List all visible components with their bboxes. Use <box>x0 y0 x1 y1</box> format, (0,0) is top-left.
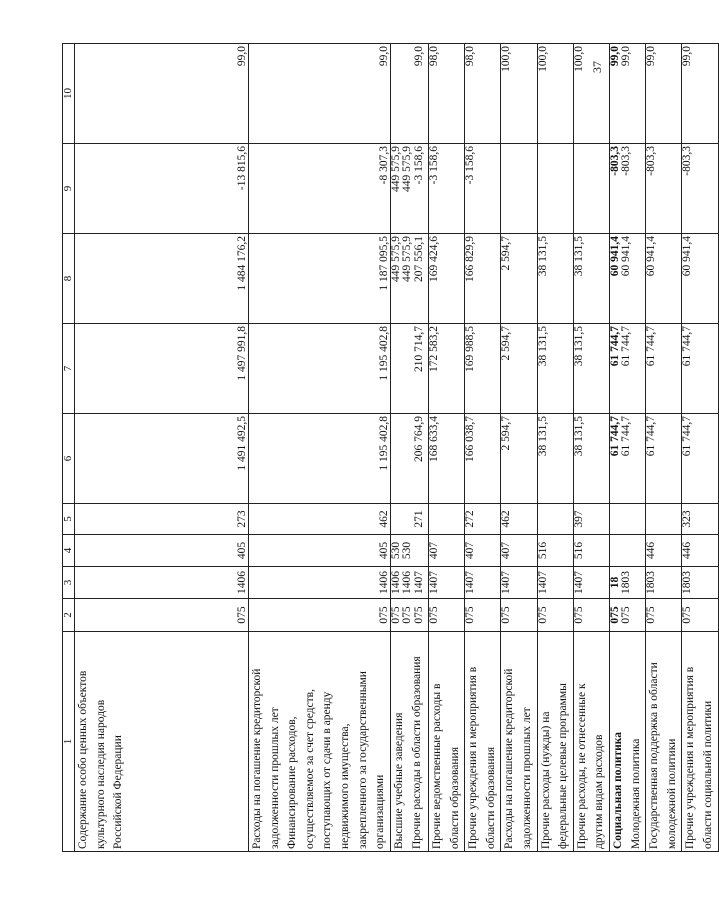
cell-c2 <box>609 599 645 632</box>
table-row <box>391 44 429 852</box>
cell-value: 1406 <box>401 571 414 594</box>
cell-value: 407 <box>500 541 513 560</box>
cell-c4 <box>75 535 249 567</box>
cell-value: 449 575,9 <box>401 236 414 282</box>
cell-value: 273 <box>235 510 248 528</box>
row-name-line: Государственная поддержка в области <box>648 662 661 849</box>
cell-c2 <box>429 599 465 632</box>
row-name-line: задолженности прошлых лет <box>268 707 281 849</box>
column-header-4: 4 <box>63 535 75 567</box>
cell-value: 075 <box>401 606 414 624</box>
cell-value: -13 815,6 <box>235 146 248 191</box>
cell-c7 <box>429 324 465 414</box>
cell-value: 075 <box>412 606 425 624</box>
row-name-cell <box>429 632 465 852</box>
cell-value: 530 <box>390 541 402 560</box>
cell-value: 99,0 <box>645 46 658 67</box>
row-name-line: другим видам расходов <box>593 734 606 849</box>
row-name-cell <box>465 632 501 852</box>
row-name-line: Прочие расходы, не отнесенные к <box>575 683 588 849</box>
cell-value: 1407 <box>412 571 425 594</box>
cell-value: -8 307,3 <box>377 146 390 185</box>
table-row <box>465 44 501 852</box>
cell-value <box>501 146 512 231</box>
cell-c7 <box>646 324 682 414</box>
cell-c6 <box>465 414 501 504</box>
column-header-10: 10 <box>63 44 75 144</box>
cell-c6 <box>75 414 249 504</box>
row-name-line: федеральные целевые программы <box>557 683 570 849</box>
cell-value: 61 744,7 <box>681 416 694 457</box>
cell-value: 60 941,4 <box>681 236 694 277</box>
cell-value: 1 195 402,8 <box>377 326 390 381</box>
cell-value: 075 <box>390 606 402 624</box>
cell-c9 <box>75 144 249 234</box>
column-header-2: 2 <box>63 599 75 632</box>
cell-c2 <box>465 599 501 632</box>
cell-value: 99,0 <box>412 46 425 67</box>
table-body <box>75 44 719 852</box>
cell-value: 405 <box>235 541 248 560</box>
cell-c3 <box>682 567 718 599</box>
cell-c4 <box>646 535 682 567</box>
cell-c7 <box>249 324 391 414</box>
row-name-line: Прочие расходы (нужды) на <box>539 711 552 849</box>
cell-c2 <box>391 599 429 632</box>
cell-c8 <box>249 234 391 324</box>
cell-value: 1406 <box>390 571 402 594</box>
cell-value: 100,0 <box>536 46 549 72</box>
cell-value: 075 <box>620 606 633 624</box>
cell-value: 100,0 <box>572 46 585 72</box>
cell-value: 075 <box>464 606 477 624</box>
cell-value <box>538 506 549 532</box>
row-name-line: Высшие учебные заведения <box>393 712 405 849</box>
cell-c9 <box>573 144 609 234</box>
row-name-line: Российской Федерации <box>112 735 125 849</box>
row-name-cell <box>75 632 249 852</box>
row-name-cell <box>249 632 391 852</box>
cell-c8 <box>465 234 501 324</box>
row-name-line: области социальной политики <box>701 700 714 849</box>
cell-value: -3 158,6 <box>428 146 440 185</box>
cell-c9 <box>465 144 501 234</box>
cell-c2 <box>501 599 537 632</box>
column-header-3: 3 <box>63 567 75 599</box>
cell-c8 <box>429 234 465 324</box>
cell-value: 449 575,9 <box>401 146 414 192</box>
row-name-line: Социальная политика <box>611 732 624 849</box>
cell-value: 1406 <box>377 571 390 594</box>
cell-c7 <box>501 324 537 414</box>
cell-value: 1 491 492,5 <box>235 416 248 471</box>
cell-c7 <box>573 324 609 414</box>
cell-c7 <box>391 324 429 414</box>
cell-value: 271 <box>412 510 425 528</box>
cell-c5 <box>429 504 465 535</box>
cell-value: 1 484 176,2 <box>235 236 248 291</box>
cell-c3 <box>501 567 537 599</box>
cell-c8 <box>75 234 249 324</box>
cell-c2 <box>537 599 573 632</box>
cell-c6 <box>501 414 537 504</box>
table-row <box>682 44 718 852</box>
table-row <box>573 44 609 852</box>
cell-value: 100,0 <box>500 46 513 72</box>
cell-c3 <box>609 567 645 599</box>
cell-c4 <box>391 535 429 567</box>
row-name-cell <box>609 632 645 852</box>
cell-c5 <box>391 504 429 535</box>
row-name-line: Прочие ведомственные расходы в <box>431 683 443 849</box>
cell-value: 1407 <box>464 571 477 594</box>
cell-value: 60 941,4 <box>608 236 621 277</box>
cell-c6 <box>249 414 391 504</box>
column-header-6: 6 <box>63 414 75 504</box>
cell-c5 <box>249 504 391 535</box>
cell-value: -3 158,6 <box>464 146 477 185</box>
cell-value <box>574 146 585 231</box>
cell-value: 2 594,7 <box>500 416 513 451</box>
cell-value: 61 744,7 <box>620 416 633 457</box>
cell-value: 99,0 <box>681 46 694 67</box>
cell-value: 38 131,5 <box>536 416 549 457</box>
cell-value: 60 941,4 <box>620 236 633 277</box>
cell-value: 1803 <box>681 571 694 594</box>
cell-value: 516 <box>572 541 585 560</box>
row-name-line: области образования <box>484 747 497 849</box>
cell-c10 <box>465 44 501 144</box>
cell-value <box>429 506 440 532</box>
column-header-1: 1 <box>63 632 75 852</box>
cell-c5 <box>537 504 573 535</box>
cell-value: 405 <box>377 541 390 560</box>
cell-value: -803,3 <box>608 146 621 176</box>
cell-c10 <box>682 44 718 144</box>
cell-value: 166 829,9 <box>464 236 477 282</box>
cell-c8 <box>501 234 537 324</box>
cell-value: 61 744,7 <box>608 416 621 457</box>
cell-c5 <box>501 504 537 535</box>
cell-c2 <box>249 599 391 632</box>
cell-value: 172 583,2 <box>428 326 440 372</box>
cell-c10 <box>609 44 645 144</box>
cell-value: 166 038,7 <box>464 416 477 462</box>
cell-c9 <box>391 144 429 234</box>
cell-value: 1 497 991,8 <box>235 326 248 381</box>
table-row <box>249 44 391 852</box>
row-name-line: Содержание особо ценных объектов <box>77 670 89 849</box>
cell-c3 <box>646 567 682 599</box>
cell-value <box>646 506 657 532</box>
cell-value: 075 <box>645 606 658 624</box>
cell-value: 075 <box>681 606 694 624</box>
cell-value: 1407 <box>428 571 440 594</box>
cell-value: 38 131,5 <box>572 326 585 367</box>
cell-c9 <box>537 144 573 234</box>
cell-value: 61 744,7 <box>645 416 658 457</box>
cell-value: -803,3 <box>620 146 633 176</box>
cell-value: 2 594,7 <box>500 326 513 361</box>
cell-c10 <box>537 44 573 144</box>
cell-value: 61 744,7 <box>608 326 621 367</box>
table-row <box>537 44 573 852</box>
cell-value: -803,3 <box>645 146 658 176</box>
cell-c7 <box>537 324 573 414</box>
cell-c7 <box>609 324 645 414</box>
cell-value: 323 <box>681 510 694 528</box>
cell-c5 <box>646 504 682 535</box>
cell-value: 61 744,7 <box>645 326 658 367</box>
cell-value: 1803 <box>645 571 658 594</box>
cell-c2 <box>75 599 249 632</box>
cell-c6 <box>429 414 465 504</box>
table-row <box>501 44 537 852</box>
row-name-line: Финансирование расходов, <box>286 716 299 849</box>
cell-value: 075 <box>500 606 513 624</box>
cell-value: 446 <box>645 541 658 560</box>
cell-c9 <box>429 144 465 234</box>
row-name-line: Молодежная политика <box>629 738 642 849</box>
row-name-line: поступающих от сдачи в аренду <box>321 691 334 849</box>
row-name-line: осуществляемое за счет средств, <box>303 689 316 849</box>
cell-value: 98,0 <box>428 46 440 67</box>
cell-c10 <box>249 44 391 144</box>
row-name-line: Расходы на погашение кредиторской <box>503 668 516 849</box>
cell-c5 <box>682 504 718 535</box>
row-name-cell <box>646 632 682 852</box>
cell-value: 075 <box>572 606 585 624</box>
cell-value: -3 158,6 <box>412 146 425 185</box>
column-header-5: 5 <box>63 504 75 535</box>
cell-c3 <box>573 567 609 599</box>
cell-value: 38 131,5 <box>536 326 549 367</box>
cell-value: 1406 <box>235 571 248 594</box>
cell-c3 <box>75 567 249 599</box>
cell-value: 210 714,7 <box>412 326 425 372</box>
row-name-line: молодежной политики <box>665 738 678 849</box>
cell-value <box>414 537 425 564</box>
row-name-cell <box>501 632 537 852</box>
page-number: 37 <box>590 61 604 73</box>
cell-c4 <box>573 535 609 567</box>
cell-c3 <box>537 567 573 599</box>
cell-c9 <box>682 144 718 234</box>
row-name-line: культурного наследия народов <box>94 699 107 849</box>
budget-table <box>62 43 719 852</box>
row-name-line: Прочие расходы в области образования <box>410 656 423 849</box>
cell-value <box>621 537 632 564</box>
cell-c4 <box>682 535 718 567</box>
cell-value: 1407 <box>572 571 585 594</box>
column-number-row <box>63 44 75 852</box>
cell-c6 <box>391 414 429 504</box>
cell-value: 449 575,9 <box>390 236 402 282</box>
cell-c10 <box>501 44 537 144</box>
row-name-line: недвижимого имущества, <box>338 723 351 849</box>
cell-c6 <box>682 414 718 504</box>
cell-value: 1803 <box>620 571 633 594</box>
cell-c10 <box>429 44 465 144</box>
cell-value: 38 131,5 <box>572 416 585 457</box>
cell-value: 206 764,9 <box>412 416 425 462</box>
cell-value: 60 941,4 <box>645 236 658 277</box>
cell-c4 <box>537 535 573 567</box>
cell-value: 61 744,7 <box>620 326 633 367</box>
cell-value: 462 <box>377 510 390 528</box>
cell-value: 075 <box>428 606 440 624</box>
cell-value: 075 <box>608 606 621 624</box>
cell-c8 <box>609 234 645 324</box>
cell-c5 <box>573 504 609 535</box>
cell-value: 446 <box>681 541 694 560</box>
cell-c5 <box>465 504 501 535</box>
row-name-cell <box>682 632 718 852</box>
cell-c4 <box>249 535 391 567</box>
cell-c5 <box>609 504 645 535</box>
cell-c10 <box>391 44 429 144</box>
cell-value: 530 <box>401 541 414 560</box>
cell-value: 38 131,5 <box>536 236 549 277</box>
cell-value: 99,0 <box>608 46 621 67</box>
cell-value: 407 <box>428 541 440 560</box>
cell-c9 <box>249 144 391 234</box>
cell-value <box>621 506 632 532</box>
cell-value: 168 633,4 <box>428 416 440 462</box>
cell-c3 <box>249 567 391 599</box>
cell-c6 <box>537 414 573 504</box>
cell-c2 <box>573 599 609 632</box>
cell-c3 <box>391 567 429 599</box>
cell-c10 <box>573 44 609 144</box>
cell-c10 <box>75 44 249 144</box>
cell-value: 1407 <box>500 571 513 594</box>
cell-c9 <box>501 144 537 234</box>
row-name-line: задолженности прошлых лет <box>520 707 533 849</box>
cell-value: 38 131,5 <box>572 236 585 277</box>
table-row <box>609 44 645 852</box>
cell-c7 <box>75 324 249 414</box>
table-row <box>429 44 465 852</box>
cell-c7 <box>465 324 501 414</box>
cell-c8 <box>682 234 718 324</box>
cell-c6 <box>609 414 645 504</box>
cell-c2 <box>682 599 718 632</box>
column-header-7: 7 <box>63 324 75 414</box>
cell-value: 449 575,9 <box>390 146 402 192</box>
table-row <box>646 44 682 852</box>
cell-c6 <box>573 414 609 504</box>
rotated-table-container <box>62 44 714 852</box>
row-name-line: Прочие учреждения и мероприятия в <box>684 666 697 849</box>
cell-c7 <box>682 324 718 414</box>
cell-value: -803,3 <box>681 146 694 176</box>
row-name-line: Расходы на погашение кредиторской <box>251 668 263 849</box>
cell-c8 <box>646 234 682 324</box>
cell-c10 <box>646 44 682 144</box>
cell-c8 <box>573 234 609 324</box>
cell-value: 99,0 <box>235 46 248 67</box>
cell-value: 1407 <box>536 571 549 594</box>
cell-value: 272 <box>464 510 477 528</box>
cell-value <box>391 416 402 501</box>
cell-value: 2 594,7 <box>500 236 513 271</box>
cell-value: 075 <box>536 606 549 624</box>
cell-c8 <box>537 234 573 324</box>
cell-value: 207 556,1 <box>412 236 425 282</box>
cell-value: 1 187 095,5 <box>377 236 390 291</box>
cell-value: 407 <box>464 541 477 560</box>
cell-value: 18 <box>608 576 621 589</box>
cell-c2 <box>646 599 682 632</box>
cell-c9 <box>646 144 682 234</box>
cell-c8 <box>391 234 429 324</box>
cell-c4 <box>501 535 537 567</box>
cell-c6 <box>646 414 682 504</box>
cell-c4 <box>429 535 465 567</box>
cell-value: 462 <box>500 510 513 528</box>
cell-value: 61 744,7 <box>681 326 694 367</box>
cell-c4 <box>609 535 645 567</box>
cell-value: 99,0 <box>620 46 633 67</box>
cell-c9 <box>609 144 645 234</box>
table-row <box>75 44 249 852</box>
cell-value: 516 <box>536 541 549 560</box>
row-name-cell <box>573 632 609 852</box>
cell-value: 397 <box>572 510 585 528</box>
cell-value: 99,0 <box>377 46 390 67</box>
row-name-cell <box>391 632 429 852</box>
cell-value: 169 424,6 <box>428 236 440 282</box>
column-header-8: 8 <box>63 234 75 324</box>
cell-c3 <box>465 567 501 599</box>
cell-c4 <box>465 535 501 567</box>
row-name-line: области образования <box>448 747 461 849</box>
cell-c5 <box>75 504 249 535</box>
row-name-line: закрепленного за государственными <box>356 671 369 849</box>
cell-value <box>538 146 549 231</box>
cell-value: 075 <box>377 606 390 624</box>
cell-value: 075 <box>235 606 248 624</box>
cell-value <box>391 46 402 141</box>
cell-value <box>391 326 402 411</box>
row-name-line: организациями <box>374 774 387 849</box>
cell-value: 169 988,5 <box>464 326 477 372</box>
row-name-line: Прочие учреждения и мероприятия в <box>467 666 480 849</box>
row-name-cell <box>537 632 573 852</box>
column-header-9: 9 <box>63 144 75 234</box>
cell-value: 1 195 402,8 <box>377 416 390 471</box>
cell-c3 <box>429 567 465 599</box>
cell-value: 98,0 <box>464 46 477 67</box>
